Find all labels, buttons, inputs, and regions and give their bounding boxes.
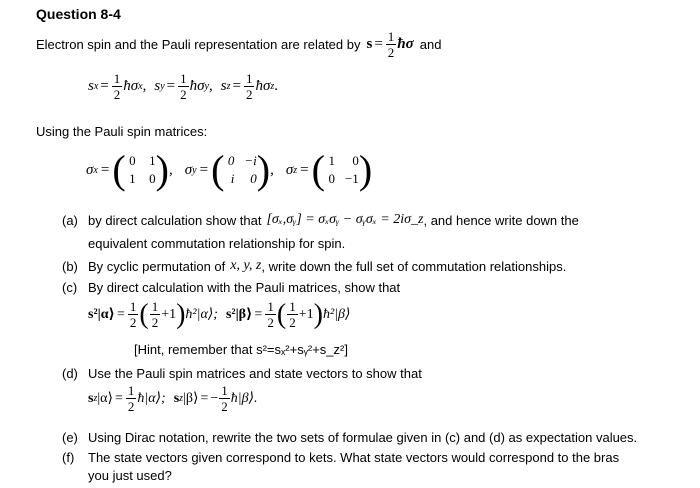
part-d-equations xyxy=(88,384,258,413)
part-c-equations: s²|α⟩ = $\frac{1}{2}$ ( $\frac{1}{2}$ +1 ) ħ²|α⟩; s²|β⟩ = $\frac{1}{2}$ ( $\frac{1}{2}$ +1 ) ħ²|β⟩ xyxy=(88,298,351,330)
equals-sign: = xyxy=(114,390,123,406)
sx-symbol: s xyxy=(88,78,94,94)
part-d-text: Use the Pauli spin matrices and state vectors to show that xyxy=(88,366,422,381)
sz-sigma-sub: z xyxy=(270,81,275,92)
c-alpha-num: 1 xyxy=(129,299,137,314)
part-c-hint: [Hint, remember that s²=sₓ²+sᵧ²+s_z²] xyxy=(134,342,348,357)
part-d xyxy=(62,366,422,381)
part-e-text: Using Dirac notation, rewrite the two sets of formulae given in (c) and (d) as expectation values. xyxy=(88,430,638,445)
sigma-y-label: σ xyxy=(184,161,193,178)
d-alpha-den: 2 xyxy=(127,399,135,414)
part-b-vars: x, y, z xyxy=(230,258,262,273)
sigma-z-matrix: ( 1 0 0 −1 ) xyxy=(311,147,373,192)
s2-alpha: s²|α⟩ xyxy=(88,307,115,322)
sx-den: 2 xyxy=(113,87,121,102)
part-a-label: (a) xyxy=(62,212,78,228)
sy-symbol: s xyxy=(154,78,161,94)
matrix-entry: 0 xyxy=(227,153,235,168)
sx-comma: , xyxy=(142,78,147,94)
sx-sigma-sub: x xyxy=(138,81,143,92)
d-beta-den: 2 xyxy=(221,399,228,414)
c-beta-hbar: ħ²|β⟩ xyxy=(322,307,351,322)
sz-subscript: z xyxy=(226,81,231,92)
c-beta-den2: 2 xyxy=(289,315,296,330)
fraction-denominator: 2 xyxy=(387,45,395,60)
sy-num: 1 xyxy=(180,71,187,86)
sigma-y-matrix: ( 0 −i i 0 ) xyxy=(211,147,271,192)
c-alpha-hbar: ħ²|α⟩; xyxy=(185,307,218,322)
part-b xyxy=(62,258,566,274)
matrix-entry: 1 xyxy=(328,153,335,168)
part-d-label: (d) xyxy=(62,366,78,381)
sz-num: 1 xyxy=(245,71,253,86)
matrix-entry: 1 xyxy=(129,171,136,186)
intro-line xyxy=(36,30,441,59)
part-f xyxy=(62,450,619,465)
question-title: Question 8-4 xyxy=(36,6,121,22)
part-f-label: (f) xyxy=(62,450,75,465)
c-alpha-plus1: +1 xyxy=(161,306,177,322)
matrix-entry: 0 xyxy=(149,171,156,186)
part-a-text: by direct calculation show that xyxy=(88,212,262,228)
matrix-entry: 0 xyxy=(250,171,257,186)
part-a-line2: equivalent commutation relationship for spin. xyxy=(88,236,346,251)
half-fraction xyxy=(386,30,397,59)
part-f-line2: you just used? xyxy=(88,468,172,483)
part-b-text-end: , write down the full set of commutation relationships. xyxy=(261,258,567,274)
sx-subscript: x xyxy=(93,81,99,92)
sigma-y-sub: y xyxy=(192,164,197,176)
equals-sign: = xyxy=(374,36,383,52)
component-equations: s x = $\frac{1}{2}$ ħσ x , s y = $\frac{1}{2}$ ħσ y , s z = $\frac{1}{2}$ ħσ z . xyxy=(88,71,279,102)
sigma-z-label: σ xyxy=(285,161,294,178)
sigma-z-sub: z xyxy=(293,164,298,176)
matrix-entry: i xyxy=(230,171,235,186)
part-c-label: (c) xyxy=(62,280,78,295)
sigma-x-matrix: ( 0 1 1 0 ) xyxy=(112,147,169,192)
pauli-intro: Using the Pauli spin matrices: xyxy=(36,124,208,139)
sx-hbar-sigma: ħσ xyxy=(123,78,139,94)
equals-sign: = xyxy=(254,306,263,322)
sy-subscript: y xyxy=(160,81,165,92)
part-c xyxy=(62,280,400,295)
part-b-label: (b) xyxy=(62,258,78,274)
equals-sign: = xyxy=(200,390,209,406)
matrix-entry: −i xyxy=(244,153,257,168)
sy-den: 2 xyxy=(180,87,187,102)
part-e xyxy=(62,430,637,445)
part-e-label: (e) xyxy=(62,430,78,445)
matrix-entry: 0 xyxy=(129,153,136,168)
spin-vector: s xyxy=(366,36,373,52)
sigma-x-sub: x xyxy=(93,164,98,176)
matrix-entry: −1 xyxy=(344,171,359,186)
part-c-text: By direct calculation with the Pauli matrices, show that xyxy=(88,280,401,295)
sy-comma: , xyxy=(209,78,213,94)
matrix-entry: 0 xyxy=(352,153,359,168)
sz-symbol: s xyxy=(220,78,227,94)
c-beta-num2: 1 xyxy=(289,299,296,314)
part-a-text-end: , and hence write down the xyxy=(423,212,579,228)
and-word: and xyxy=(419,37,442,52)
matrix-entry: 0 xyxy=(328,171,335,186)
d-beta-hbar: ħ|β⟩. xyxy=(230,391,258,406)
sy-sigma-sub: y xyxy=(204,81,209,92)
part-a-commutator: [σₓ,σᵧ] = σₓσᵧ − σᵧσₓ = 2iσ_z xyxy=(266,212,424,227)
equals-sign: = xyxy=(116,306,125,322)
d-alpha-hbar: ħ|α⟩; xyxy=(137,391,166,406)
c-alpha-den2: 2 xyxy=(151,315,159,330)
sz-beta: s xyxy=(173,390,180,406)
part-b-text: By cyclic permutation of xyxy=(88,258,226,274)
minus-sign: − xyxy=(210,390,219,406)
part-a xyxy=(62,212,579,228)
d-beta-num: 1 xyxy=(221,383,228,398)
pauli-matrices: σ x = ( 0 1 1 0 ) , σ y = ( 0 −i i 0 ) , σ z = ( 1 0 0 −1 ) xyxy=(86,147,373,192)
fraction-numerator: 1 xyxy=(387,29,395,44)
sy-hbar-sigma: ħσ xyxy=(189,78,205,94)
sz-hbar-sigma: ħσ xyxy=(255,78,271,94)
sz-alpha-sub: z xyxy=(93,393,98,404)
matrix-entry: 1 xyxy=(149,153,156,168)
c-beta-den: 2 xyxy=(267,315,274,330)
sz-period: . xyxy=(274,78,279,94)
intro-text: Electron spin and the Pauli representation are related by xyxy=(36,37,361,52)
c-beta-plus1: +1 xyxy=(298,306,314,322)
alpha-ket: |α⟩ xyxy=(97,391,113,406)
s2-beta: s²|β⟩ xyxy=(225,307,253,322)
c-alpha-num2: 1 xyxy=(151,299,159,314)
sigma-x-label: σ xyxy=(86,161,94,178)
c-beta-num: 1 xyxy=(267,299,274,314)
hbar-sigma: ħσ xyxy=(397,36,414,52)
c-alpha-den: 2 xyxy=(129,315,137,330)
sx-num: 1 xyxy=(113,71,121,86)
d-alpha-num: 1 xyxy=(127,383,135,398)
sz-beta-sub: z xyxy=(179,393,184,404)
sz-den: 2 xyxy=(245,87,253,102)
beta-ket: |β⟩ xyxy=(183,391,199,406)
sz-alpha: s xyxy=(88,390,94,406)
part-f-text: The state vectors given correspond to kets. What state vectors would correspond to the bras xyxy=(88,450,620,465)
